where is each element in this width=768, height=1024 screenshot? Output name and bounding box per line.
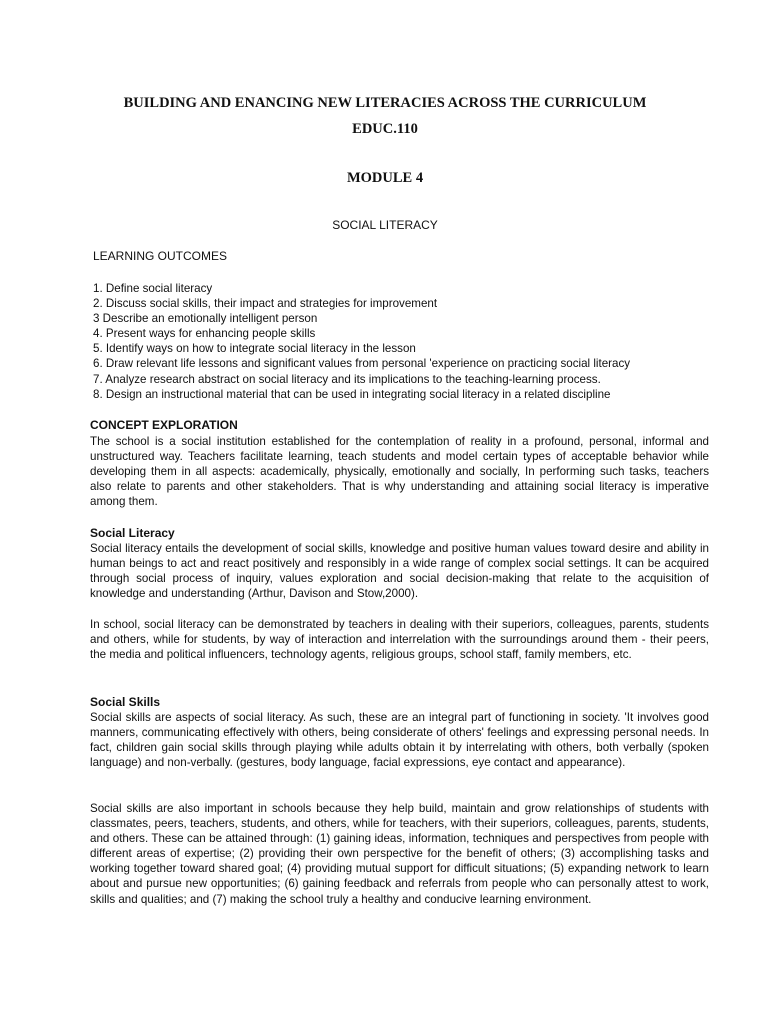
list-item: 7. Analyze research abstract on social literacy and its implications to the teaching-learning process. (93, 372, 601, 386)
social-literacy-heading: Social Literacy (90, 526, 175, 540)
learning-outcomes-list (93, 281, 709, 402)
list-item: 5. Identify ways on how to integrate social literacy in the lesson (93, 342, 416, 356)
social-literacy-paragraph-2: In school, social literacy can be demonstrated by teachers in dealing with their superiors, colleagues, parents, students and others, while for students, by way of interaction and interrelation with the surroundings around them - their peers, the media and political influencers, technology agents, religious groups, school staff, family members, etc. (90, 618, 709, 662)
social-skills-heading: Social Skills (90, 695, 161, 709)
module-title: MODULE 4 (346, 170, 424, 186)
concept-exploration-paragraph: The school is a social institution established for the contemplation of reality in a profound, personal, informal and unstructured way. Teachers facilitate learning, teach students and model certain types of acceptable behavior while developing them in all aspects: academically, physically, emotionally and socially, In performing such tasks, teachers also relate to parents and other stakeholders. That is why understanding and attaining social literacy is imperative among them. (90, 435, 709, 509)
list-item: 3 Describe an emotionally intelligent person (93, 312, 318, 326)
topic-title: SOCIAL LITERACY (332, 218, 438, 232)
learning-outcomes-heading: LEARNING OUTCOMES (93, 249, 228, 263)
concept-exploration-heading: CONCEPT EXPLORATION (90, 418, 238, 432)
social-literacy-paragraph-1: Social literacy entails the development of social skills, knowledge and positive human values toward desire and ability in human beings to act and react positively and responsibly in a wide range of complex social settings. It can be acquired through social process of inquiry, values exploration and social decision-making that relate to the acquisition of knowledge and understanding (Arthur, Davison and Stow,2000). (90, 542, 709, 601)
document-title: BUILDING AND ENANCING NEW LITERACIES ACROSS THE CURRICULUM (123, 95, 647, 111)
list-item: 6. Draw relevant life lessons and significant values from personal 'experience on practicing social literacy (93, 357, 631, 371)
course-code: EDUC.110 (352, 121, 418, 137)
list-item: 2. Discuss social skills, their impact and strategies for improvement (93, 297, 438, 311)
social-skills-paragraph-2: Social skills are also important in schools because they help build, maintain and grow relationships of students with classmates, peers, teachers, students, and others, while for teachers, with their superiors, colleagues, parents, students, and others. These can be attained through: (1) gaining ideas, information, techniques and perspectives from people with different areas of expertise; (2) providing their own perspective for the benefit of others; (3) accomplishing tasks and working together toward shared goal; (4) providing mutual support for difficult situations; (5) expanding network to learn about and pursue new opportunities; (6) gaining feedback and referrals from people who can personally attest to work, skills and qualities; and (7) making the school truly a healthy and conducive learning environment. (90, 802, 709, 906)
list-item: 1. Define social literacy (93, 282, 213, 295)
list-item: 8. Design an instructional material that can be used in integrating social literacy in a related discipline (93, 387, 611, 401)
social-skills-paragraph-1: Social skills are aspects of social literacy. As such, these are an integral part of functioning in society. 'It involves good manners, communicating effectively with others, being considerate of others' feelings and expressing personal needs. In fact, children gain social skills through playing while adults obtain it by interrelating with others, both verbally (spoken language) and non-verbally. (gestures, body language, facial expressions, eye contact and appearance). (90, 711, 709, 770)
list-item: 4. Present ways for enhancing people skills (93, 327, 316, 341)
